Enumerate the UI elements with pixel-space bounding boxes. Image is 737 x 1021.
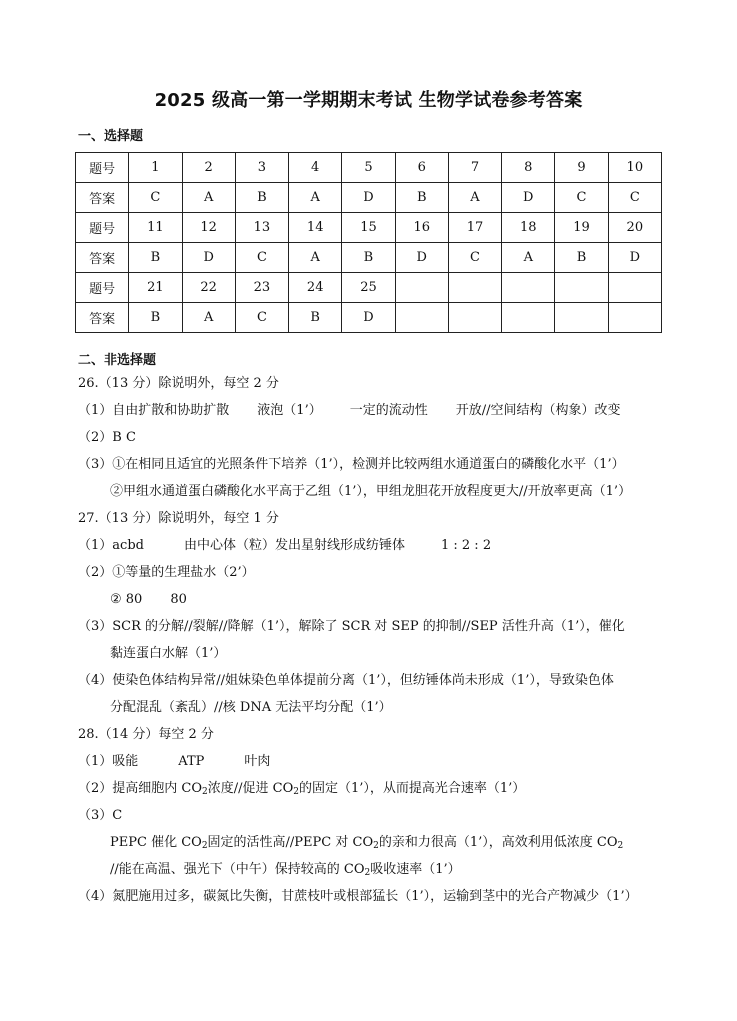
table-cell: A (182, 303, 235, 333)
table-cell (448, 273, 501, 303)
q28-part1-answer-a: 吸能 (112, 754, 139, 769)
table-row-header-cell: 题号 (76, 273, 129, 303)
table-cell: 17 (448, 213, 501, 243)
q27-part1-answer-a: acbd (112, 538, 144, 553)
table-cell: A (502, 243, 555, 273)
q27-part2-line1: （2）①等量的生理盐水（2’） (78, 565, 255, 580)
q27-part2-line2 (110, 591, 187, 609)
table-cell: 5 (342, 153, 395, 183)
table-cell: 18 (502, 213, 555, 243)
table-cell: 8 (502, 153, 555, 183)
table-cell: C (235, 243, 288, 273)
table-cell: 10 (608, 153, 661, 183)
q28-part3-text-a: PEPC 催化 CO (110, 835, 202, 850)
q26-part1-answer-b: 液泡（1’） (257, 403, 322, 418)
table-cell: D (608, 243, 661, 273)
table-cell: D (395, 243, 448, 273)
table-cell: B (129, 303, 182, 333)
q28-part3-sub-c: 2 (617, 841, 624, 851)
table-cell (448, 303, 501, 333)
q28-part4: （4）氮肥施用过多，碳氮比失衡，甘蔗枝叶或根部猛长（1’），运输到茎中的光合产物减少（1’） (78, 889, 638, 904)
table-cell: 7 (448, 153, 501, 183)
q28-part2-text-b: 浓度//促进 CO (207, 781, 294, 796)
table-cell (608, 273, 661, 303)
q27-part3-line2: 黏连蛋白水解（1’） (110, 646, 227, 661)
table-cell (555, 273, 608, 303)
q28-part3: （3）C (78, 808, 123, 823)
q28-part2-text-a: （2）提高细胞内 CO (78, 781, 203, 796)
table-cell: B (555, 243, 608, 273)
q27-part1-num: （1） (78, 538, 113, 553)
q28-part3-sub-a: 2 (201, 841, 208, 851)
q28-part1-answer-b: ATP (178, 754, 205, 769)
table-cell: 21 (129, 273, 182, 303)
table-row-header-cell: 题号 (76, 153, 129, 183)
table-cell (555, 303, 608, 333)
table-cell (502, 303, 555, 333)
table-cell: A (448, 183, 501, 213)
table-cell: B (342, 243, 395, 273)
q28-part1-answer-c: 叶肉 (244, 754, 271, 769)
q28-part3-explain-line2 (110, 861, 461, 879)
q27-part4-line2: 分配混乱（紊乱）//核 DNA 无法平均分配（1’） (110, 700, 392, 715)
table-cell: 14 (289, 213, 342, 243)
table-row-header-cell: 答案 (76, 183, 129, 213)
q27-part2-answer-a: ② 80 (110, 592, 143, 607)
q28-part2-sub-b: 2 (293, 787, 299, 797)
q28-part2-sub-a: 2 (202, 787, 208, 797)
q27-part1-answer-b: 由中心体（粒）发出星射线形成纺锤体 (183, 538, 405, 553)
table-cell: 25 (342, 273, 395, 303)
table-cell: C (448, 243, 501, 273)
q27-part1 (78, 537, 491, 555)
q28-part3-text-c: 的亲和力很高（1’），高效利用低浓度 CO (378, 835, 618, 850)
q28-part2-text-c: 的固定（1’），从而提高光合速率（1’） (298, 781, 526, 796)
q26-part3-line1: （3）①在相同且适宜的光照条件下培养（1’），检测并比较两组水通道蛋白的磷酸化水平（1’） (78, 457, 625, 472)
q26-part1 (78, 402, 620, 420)
table-row-header-cell: 答案 (76, 303, 129, 333)
q28-part1 (78, 753, 270, 771)
table-cell: B (129, 243, 182, 273)
table-row-header-cell: 答案 (76, 243, 129, 273)
q27-part2-answer-b: 80 (170, 592, 187, 607)
table-cell: 12 (182, 213, 235, 243)
q26-part1-answer-a: 自由扩散和协助扩散 (112, 403, 230, 418)
table-cell: 1 (129, 153, 182, 183)
table-cell: D (502, 183, 555, 213)
table-cell: 6 (395, 153, 448, 183)
q28-part3-sub-d: 2 (364, 868, 371, 878)
table-cell: A (182, 183, 235, 213)
table-cell: 13 (235, 213, 288, 243)
table-cell: C (555, 183, 608, 213)
q26-part1-answer-c: 一定的流动性 (349, 403, 428, 418)
table-cell: 4 (289, 153, 342, 183)
q28-header: 28.（14 分）每空 2 分 (78, 727, 214, 742)
table-cell (608, 303, 661, 333)
q27-header: 27.（13 分）除说明外，每空 1 分 (78, 511, 279, 526)
table-cell: C (608, 183, 661, 213)
table-cell (395, 273, 448, 303)
table-row (76, 153, 662, 183)
table-cell: 24 (289, 273, 342, 303)
table-cell: C (235, 303, 288, 333)
table-row (76, 213, 662, 243)
table-cell: 15 (342, 213, 395, 243)
table-row-header-cell: 题号 (76, 213, 129, 243)
table-cell (395, 303, 448, 333)
page-title: 2025 级高一第一学期期末考试 生物学试卷参考答案 (154, 90, 583, 111)
table-row (76, 183, 662, 213)
q28-part2 (78, 780, 525, 798)
answer-table (75, 152, 662, 333)
q26-part1-num: （1） (78, 403, 113, 418)
table-cell: 22 (182, 273, 235, 303)
q28-part3-sub-b: 2 (373, 841, 379, 851)
table-cell: 11 (129, 213, 182, 243)
q27-part3-line1: （3）SCR 的分解//裂解//降解（1’），解除了 SCR 对 SEP 的抑制//SEP 活性升高（1’），催化 (78, 619, 625, 634)
table-cell: D (182, 243, 235, 273)
section-heading-choice: 一、选择题 (78, 129, 144, 144)
q27-part4-line1: （4）使染色体结构异常//姐妹染色单体提前分离（1’），但纺锤体尚未形成（1’），导致染色体 (78, 673, 614, 688)
table-row (76, 243, 662, 273)
table-cell: D (342, 183, 395, 213)
table-cell: B (289, 303, 342, 333)
table-cell: 9 (555, 153, 608, 183)
q26-part1-answer-d: 开放//空间结构（构象）改变 (455, 403, 621, 418)
table-cell: D (342, 303, 395, 333)
section-heading-non-choice: 二、非选择题 (78, 353, 157, 368)
q28-part3-text-d: //能在高温、强光下（中午）保持较高的 CO (110, 862, 365, 877)
q26-part2: （2）B C (78, 430, 136, 445)
table-cell: A (289, 243, 342, 273)
table-row (76, 273, 662, 303)
q26-part3-line2: ②甲组水通道蛋白磷酸化水平高于乙组（1’），甲组龙胆花开放程度更大//开放率更高（1’） (110, 484, 632, 499)
table-cell: A (289, 183, 342, 213)
table-cell: B (395, 183, 448, 213)
table-cell: 20 (608, 213, 661, 243)
q28-part3-explain-line1 (110, 834, 623, 852)
q28-part3-text-b: 固定的活性高//PEPC 对 CO (207, 835, 374, 850)
table-row (76, 303, 662, 333)
table-cell: B (235, 183, 288, 213)
table-cell: 16 (395, 213, 448, 243)
q26-header: 26.（13 分）除说明外，每空 2 分 (78, 376, 279, 391)
q28-part3-text-e: 吸收速率（1’） (370, 862, 461, 877)
table-cell: 3 (235, 153, 288, 183)
table-cell (502, 273, 555, 303)
table-cell: 2 (182, 153, 235, 183)
table-cell: C (129, 183, 182, 213)
table-cell: 23 (235, 273, 288, 303)
q27-part1-answer-c: 1 : 2 : 2 (440, 538, 492, 553)
table-cell: 19 (555, 213, 608, 243)
q28-part1-num: （1） (78, 754, 113, 769)
